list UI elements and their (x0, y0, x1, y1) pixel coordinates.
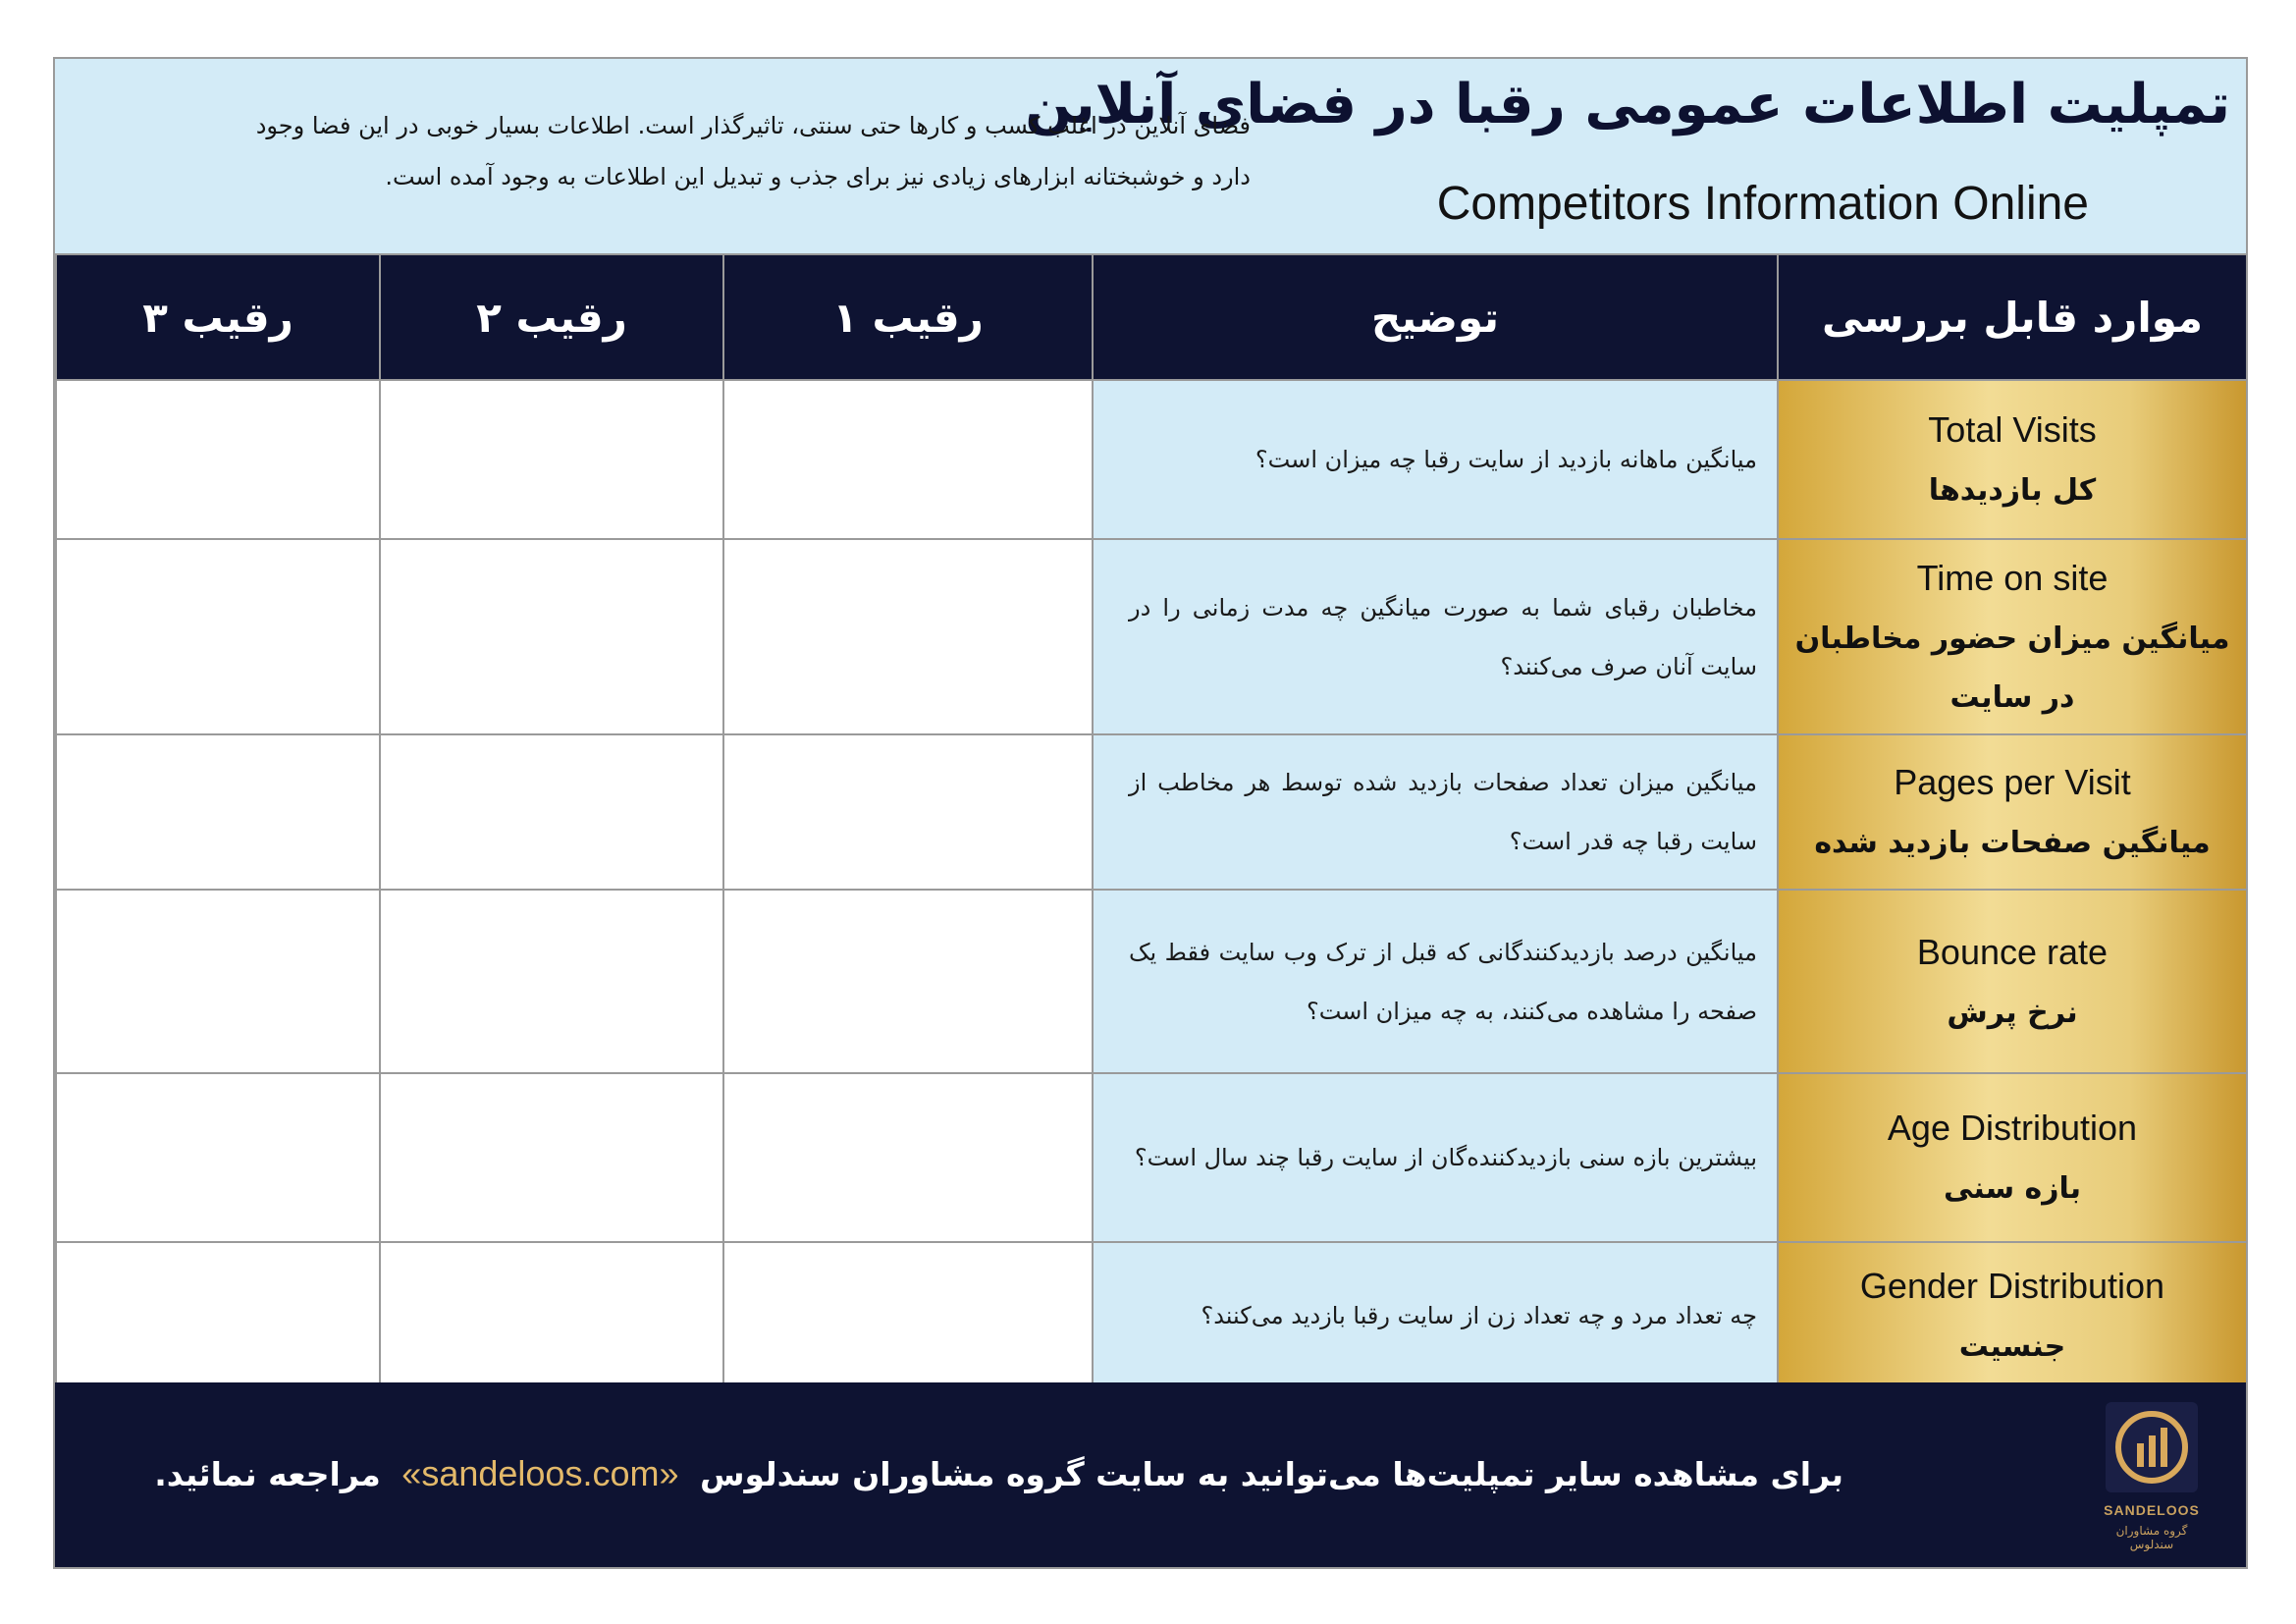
table-row (56, 734, 2247, 890)
metric-cell (1778, 1073, 2247, 1242)
metric-name-fa: کل بازدیدها (1928, 473, 2097, 508)
competitor-2-cell[interactable] (380, 1073, 723, 1242)
footer-website-link[interactable]: «sandeloos.com» (401, 1453, 679, 1493)
metric-name-fa: میانگین میزان حضور مخاطبان در سایت (1794, 621, 2230, 715)
competitor-2-cell[interactable] (380, 734, 723, 890)
metric-name-en: Age Distribution (1887, 1108, 2138, 1148)
page-title: تمپلیت اطلاعات عمومی رقبا در فضای آنلاین (1025, 73, 2230, 136)
competitor-3-cell[interactable] (56, 1242, 380, 1389)
metric-name-en: Total Visits (1928, 409, 2097, 450)
logo-subtitle: گروه مشاوران سندلوس (2115, 1524, 2188, 1551)
metric-name-en: Pages per Visit (1894, 762, 2131, 802)
footer-text (154, 1453, 1843, 1494)
table-header-row (56, 254, 2247, 380)
logo-name: SANDELOOS (2104, 1502, 2200, 1518)
metric-cell (1778, 539, 2247, 734)
description-cell: میانگین میزان تعداد صفحات بازدید شده توسط هر مخاطب از سایت رقبا چه قدر است؟ (1093, 734, 1778, 890)
table-row (56, 890, 2247, 1073)
column-header-competitor-3: رقیب ۳ (56, 254, 380, 380)
competitor-2-cell[interactable] (380, 1242, 723, 1389)
metric-cell (1778, 380, 2247, 539)
competitor-1-cell[interactable] (723, 380, 1093, 539)
column-header-description: توضیح (1093, 254, 1778, 380)
metric-cell (1778, 1242, 2247, 1389)
table-row (56, 1073, 2247, 1242)
column-header-items: موارد قابل بررسی (1778, 254, 2247, 380)
intro-text (82, 100, 1251, 202)
competitor-3-cell[interactable] (56, 890, 380, 1073)
metric-name-fa: جنسیت (1958, 1329, 2066, 1364)
metric-name-fa: بازه سنی (1943, 1171, 2082, 1206)
description-cell: بیشترین بازه سنی بازدیدکننده‌گان از سایت رقبا چند سال است؟ (1093, 1073, 1778, 1242)
metric-name-en: Gender Distribution (1859, 1266, 2165, 1306)
competitor-1-cell[interactable] (723, 1242, 1093, 1389)
competitor-1-cell[interactable] (723, 890, 1093, 1073)
column-header-competitor-1: رقیب ۱ (723, 254, 1093, 380)
competitor-2-cell[interactable] (380, 539, 723, 734)
table-row (56, 1242, 2247, 1389)
page-frame (53, 57, 2248, 1569)
metric-cell (1778, 890, 2247, 1073)
footer-text-before: برای مشاهده سایر تمپلیت‌ها می‌توانید به سایت گروه مشاوران سندلوس (699, 1455, 1843, 1493)
metric-cell (1778, 734, 2247, 890)
metric-name-en: Time on site (1916, 557, 2109, 598)
metric-name-en: Bounce rate (1916, 931, 2109, 972)
competitor-3-cell[interactable] (56, 380, 380, 539)
competitor-1-cell[interactable] (723, 734, 1093, 890)
footer (55, 1382, 2246, 1567)
description-cell: مخاطبان رقبای شما به صورت میانگین چه مدت زمانی را در سایت آنان صرف می‌کنند؟ (1093, 539, 1778, 734)
competitor-1-cell[interactable] (723, 1073, 1093, 1242)
logo-mark-icon (2098, 1398, 2206, 1496)
page-subtitle: Competitors Information Online (1436, 178, 2089, 230)
competitor-3-cell[interactable] (56, 734, 380, 890)
table-row (56, 380, 2247, 539)
competitor-2-cell[interactable] (380, 380, 723, 539)
intro-line: دارد و خوشبختانه ابزارهای زیادی نیز برای جذب و تبدیل این اطلاعات به وجود آمده است. (385, 163, 1251, 190)
competitor-1-cell[interactable] (723, 539, 1093, 734)
description-cell: چه تعداد مرد و چه تعداد زن از سایت رقبا بازدید می‌کنند؟ (1093, 1242, 1778, 1389)
table-row (56, 539, 2247, 734)
metric-name-fa: میانگین صفحات بازدید شده (1814, 826, 2211, 860)
sandeloos-logo (2093, 1398, 2211, 1555)
footer-text-after: مراجعه نمائید. (154, 1455, 381, 1493)
competitor-3-cell[interactable] (56, 539, 380, 734)
competitors-table (55, 253, 2248, 1390)
competitor-3-cell[interactable] (56, 1073, 380, 1242)
intro-line: فضای آنلاین در اغلب کسب و کارها حتی سنتی، تاثیرگذار است. اطلاعات بسیار خوبی در این فضا وجود (255, 112, 1251, 139)
description-cell: میانگین ماهانه بازدید از سایت رقبا چه میزان است؟ (1093, 380, 1778, 539)
description-cell: میانگین درصد بازدیدکنندگانی که قبل از ترک وب سایت فقط یک صفحه را مشاهده می‌کنند، به چه میزان است؟ (1093, 890, 1778, 1073)
column-header-competitor-2: رقیب ۲ (380, 254, 723, 380)
metric-name-fa: نرخ پرش (1947, 995, 2078, 1030)
header (55, 59, 2246, 255)
competitor-2-cell[interactable] (380, 890, 723, 1073)
